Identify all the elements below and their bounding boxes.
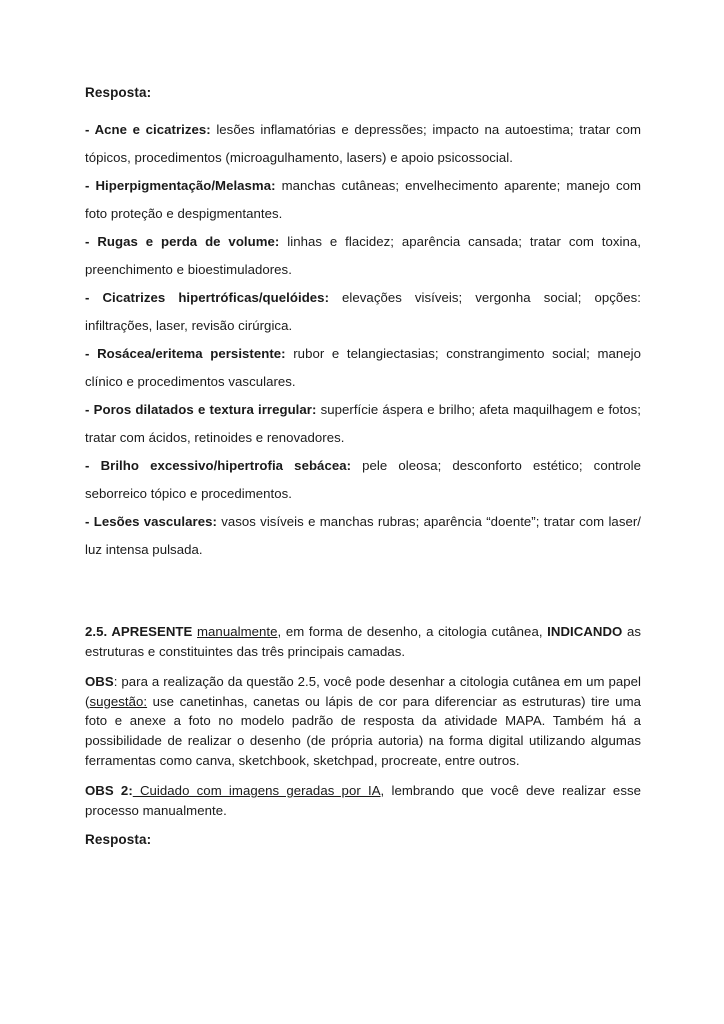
section-spacer bbox=[85, 564, 641, 622]
obs-label: OBS bbox=[85, 674, 114, 690]
answer-term: - bbox=[85, 458, 101, 473]
obs2-label: OBS 2: bbox=[85, 783, 133, 799]
obs-text-before: : para a realização da questão 2.5, você pode desenhar a citologia cutânea em um papel ( bbox=[85, 674, 641, 709]
obs2-paragraph bbox=[85, 781, 641, 820]
page-heading-resposta-top: Resposta: bbox=[85, 85, 152, 100]
answer-list bbox=[85, 116, 641, 564]
answer-term-text: Hiperpigmentação/Melasma: bbox=[95, 178, 276, 193]
answer-term-text: Rosácea/eritema persistente: bbox=[97, 346, 286, 361]
answer-term: - bbox=[85, 234, 98, 249]
list-item bbox=[85, 116, 641, 172]
answer-body: rubor e telangiectasias; constrangimento social; manejo clínico e procedimentos vasculares. bbox=[85, 346, 641, 389]
list-item bbox=[85, 508, 641, 564]
page-heading-resposta-bottom: Resposta: bbox=[85, 832, 152, 848]
answer-term-text: Cicatrizes hipertróficas/quelóides: bbox=[102, 290, 330, 305]
list-item bbox=[85, 284, 641, 340]
answer-term-text: Acne e cicatrizes: bbox=[94, 122, 211, 137]
answer-body: superfície áspera e brilho; afeta maquilhagem e fotos; tratar com ácidos, retinoides e renovadores. bbox=[85, 402, 642, 445]
obs2-text-after: , lembrando que você deve realizar esse processo manualmente. bbox=[85, 783, 641, 818]
answer-term: - bbox=[85, 178, 96, 193]
answer-term: - bbox=[85, 514, 94, 529]
answer-body: vasos visíveis e manchas rubras; aparência “doente”; tratar com laser/ luz intensa pulsada. bbox=[85, 514, 641, 557]
obs-underlined-suggestion: sugestão: bbox=[89, 693, 148, 709]
question-indicando: INDICANDO bbox=[547, 624, 623, 639]
answer-body: linhas e flacidez; aparência cansada; tratar com toxina, preenchimento e bioestimuladores. bbox=[85, 234, 642, 277]
answer-term: - bbox=[85, 290, 103, 305]
answer-term-text: Rugas e perda de volume: bbox=[97, 234, 280, 249]
answer-term-text: Lesões vasculares: bbox=[93, 514, 217, 529]
answer-body: manchas cutâneas; envelhecimento aparente; manejo com foto proteção e despigmentantes. bbox=[85, 178, 642, 221]
list-item bbox=[85, 452, 641, 508]
obs-text-after: use canetinhas, canetas ou lápis de cor para diferenciar as estruturas) tire uma foto e anexe a foto no modelo padrão de resposta da atividade MAPA. Também há a possibilidade de realizar o desenho (de própria autoria) na forma digital utilizando algumas ferramentas como canva, sketchbook, sketchpad, procreate, entre outros. bbox=[85, 693, 641, 768]
answer-term: - bbox=[85, 402, 94, 417]
document-content bbox=[85, 84, 641, 849]
question-underlined-word: manualmente bbox=[197, 624, 278, 639]
answer-term-text: Brilho excessivo/hipertrofia sebácea: bbox=[100, 458, 352, 473]
answer-term: - bbox=[85, 346, 98, 361]
question-tail-text: as estruturas e constituintes das três principais camadas. bbox=[85, 624, 642, 659]
question-number: 2.5. APRESENTE bbox=[85, 624, 193, 639]
list-item bbox=[85, 172, 641, 228]
question-2-5 bbox=[85, 622, 641, 661]
list-item bbox=[85, 228, 641, 284]
question-mid-text: , em forma de desenho, a citologia cutânea, bbox=[277, 624, 548, 639]
list-item bbox=[85, 340, 641, 396]
answer-term-text: Poros dilatados e textura irregular: bbox=[93, 402, 317, 417]
obs2-underlined-warning: Cuidado com imagens geradas por IA bbox=[132, 783, 381, 799]
answer-body: lesões inflamatórias e depressões; impacto na autoestima; tratar com tópicos, procedimentos (microagulhamento, lasers) e apoio psicossocial. bbox=[85, 122, 641, 165]
answer-term: - bbox=[85, 122, 95, 137]
answer-body: pele oleosa; desconforto estético; controle seborreico tópico e procedimentos. bbox=[85, 458, 641, 501]
answer-body: elevações visíveis; vergonha social; opções: infiltrações, laser, revisão cirúrgica. bbox=[85, 290, 641, 333]
list-item bbox=[85, 396, 641, 452]
obs-paragraph bbox=[85, 672, 641, 770]
heading-spacer bbox=[85, 102, 641, 116]
